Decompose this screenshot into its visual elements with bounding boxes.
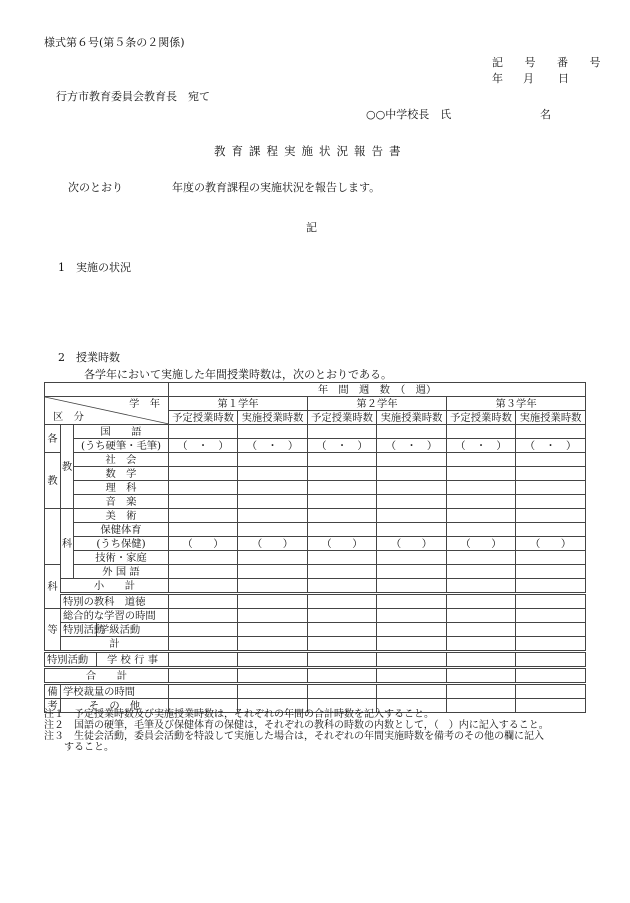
grade-3-header: 第３学年 (447, 397, 586, 411)
paren-cell: （ ） (516, 537, 586, 551)
notes (44, 709, 584, 753)
paren-cell: （ ） (308, 537, 377, 551)
moral-education-label: 特別の教科 道徳 (61, 594, 169, 609)
sender (366, 108, 551, 121)
subject-gijutsu: 技術・家庭 (74, 551, 169, 565)
subtotal-label: 小 計 (61, 579, 169, 594)
section2-description: 各学年において実施した年間授業時数は，次のとおりである。 (84, 368, 392, 381)
side-label-ka: 科 (45, 565, 61, 609)
grand-total-label: 合 計 (45, 668, 169, 684)
paren-cell: （ ・ ） (169, 439, 238, 453)
special-activities-label: 特別活動 (61, 623, 97, 637)
actual-hours-header: 実施授業時数 (238, 411, 308, 425)
document-title: 教育課程実施状況報告書 (214, 144, 407, 158)
other-label: そ の 他 (61, 699, 169, 713)
sender-school: ○○中学校長 氏 (366, 108, 452, 121)
section1-heading: 1 実施の状況 (58, 261, 131, 274)
intro-text: 年度の教育課程の実施状況を報告します。 (172, 181, 381, 194)
category-label: 区 分 (53, 411, 84, 423)
actual-hours-header: 実施授業時数 (377, 411, 447, 425)
annual-weeks-header: 年 間 週 数 （ 週） (169, 383, 586, 397)
date-line (492, 73, 569, 84)
date-year-label: 年 (492, 72, 503, 85)
paren-cell: （ ・ ） (377, 439, 447, 453)
subject-hoken-sub: (うち保健) (74, 537, 169, 551)
category-grade-header (45, 397, 169, 425)
inner-label-kyou: 教 (61, 425, 74, 509)
inner-label-ka: 科 (61, 509, 74, 579)
addressee: 行方市教育委員会教育長 宛て (56, 90, 210, 103)
paren-cell: （ ・ ） (516, 439, 586, 453)
ki-heading: 記 (306, 221, 317, 234)
paren-cell: （ ） (447, 537, 516, 551)
school-event-label: 学 校 行 事 (97, 652, 169, 668)
intro-prefix: 次のとおり (68, 181, 123, 194)
subject-bijutsu: 美 術 (74, 509, 169, 523)
note-3-continued: すること。 (64, 742, 114, 753)
grade-2-header: 第２学年 (308, 397, 447, 411)
total1-label: 計 (61, 637, 169, 652)
subject-kokugo-sub: (うち硬筆・毛筆) (74, 439, 169, 453)
reference-number-label: 記 号 番 号 (492, 56, 610, 69)
section2-heading: 2 授業時数 (58, 351, 120, 364)
date-month-label: 月 (523, 72, 534, 85)
subject-kokugo: 国 語 (74, 425, 169, 439)
note-2: 注２ 国語の硬筆，毛筆及び保健体育の保健は，それぞれの教科の時数の内数として，（ ）内に記入すること。 (44, 720, 549, 731)
paren-cell: （ ・ ） (238, 439, 308, 453)
school-discretion-label: 学校裁量の時間 (61, 684, 169, 699)
side-label-kyou: 教 (45, 453, 61, 509)
class-activities-label: 学級活動 (97, 623, 169, 637)
remarks-label-2: 考 (45, 699, 61, 713)
subject-gaikokugo: 外 国 語 (74, 565, 169, 579)
grade-1-header: 第１学年 (169, 397, 308, 411)
planned-hours-header: 予定授業時数 (447, 411, 516, 425)
form-number: 様式第６号(第５条の２関係) (44, 36, 185, 49)
side-label-tou: 等 (45, 609, 61, 652)
paren-cell: （ ・ ） (447, 439, 516, 453)
sender-name-label: 名 (540, 108, 551, 121)
subject-rika: 理 科 (74, 481, 169, 495)
subject-shakai: 社 会 (74, 453, 169, 467)
note-3: 注３ 生徒会活動，委員会活動を特設して実施した場合は，それぞれの年間実施時数を備考のその他の欄に記入 (44, 731, 544, 742)
paren-cell: （ ・ ） (308, 439, 377, 453)
planned-hours-header: 予定授業時数 (169, 411, 238, 425)
note-1: 注１ 予定授業時数及び実施授業時数は，それぞれの年間の合計時数を記入すること。 (44, 709, 434, 720)
paren-cell: （ ） (169, 537, 238, 551)
integrated-study-label: 総合的な学習の時間 (61, 609, 169, 623)
paren-cell: （ ） (377, 537, 447, 551)
side-label-kaku: 各 (45, 425, 61, 453)
actual-hours-header: 実施授業時数 (516, 411, 586, 425)
subject-ongaku: 音 楽 (74, 495, 169, 509)
subject-sugaku: 数 学 (74, 467, 169, 481)
class-hours-table (44, 382, 586, 713)
remarks-label-1: 備 (45, 684, 61, 699)
paren-cell: （ ） (238, 537, 308, 551)
grade-label: 学 年 (129, 398, 160, 410)
date-day-label: 日 (558, 72, 569, 85)
special-activities-label: 特別活動 (45, 652, 97, 668)
subject-hoken: 保健体育 (74, 523, 169, 537)
planned-hours-header: 予定授業時数 (308, 411, 377, 425)
